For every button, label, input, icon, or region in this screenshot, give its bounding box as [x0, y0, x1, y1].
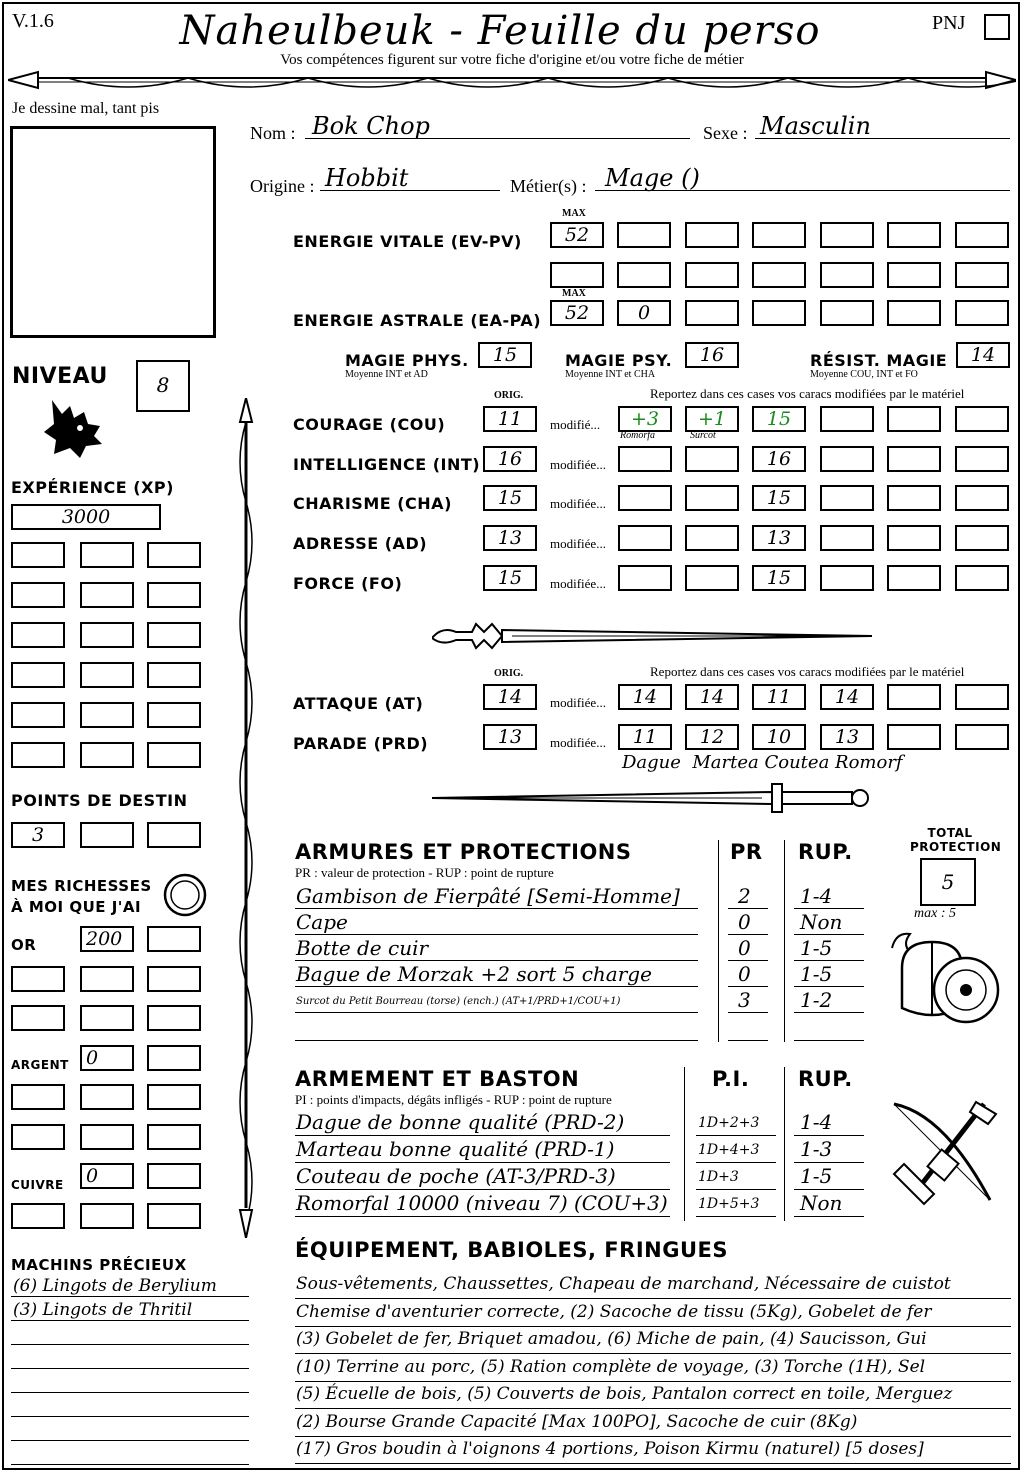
ev-box[interactable] — [887, 262, 941, 288]
experience-cell[interactable] — [80, 622, 134, 648]
equipement-item[interactable]: (10) Terrine au porc, (5) Ration complète de voyage, (3) Torche (1H), Sel — [296, 1356, 926, 1377]
arme-pi-line — [696, 1162, 776, 1163]
armure-pr-line — [728, 934, 768, 935]
ev-box[interactable] — [820, 262, 874, 288]
weapon-names: Dague Martea Coutea Romorf — [622, 752, 903, 773]
magie-psy-note: Moyenne INT et CHA — [565, 369, 656, 380]
armure-pr-line — [728, 1012, 768, 1013]
equipement-item[interactable]: Chemise d'aventurier correcte, (2) Sacoche de tissu (5Kg), Gobelet de fer — [296, 1301, 932, 1322]
prd-mod-box[interactable]: 13 — [820, 724, 874, 750]
armure-name[interactable]: Bague de Morzak +2 sort 5 charge — [296, 962, 652, 986]
resist-magie-label: RÉSIST. MAGIE — [810, 351, 948, 370]
armure-rup-line — [794, 986, 864, 987]
or-label: OR — [11, 936, 37, 954]
prd-mod-box[interactable] — [887, 724, 941, 750]
precieux-line — [11, 1440, 249, 1441]
experience-cell[interactable] — [147, 622, 201, 648]
carac-mod-box[interactable]: 15 — [752, 406, 806, 432]
precieux-item[interactable]: (3) Lingots de Thritil — [13, 1300, 193, 1320]
carac-mod-box[interactable] — [685, 525, 739, 551]
experience-cell[interactable] — [147, 542, 201, 568]
money-cell[interactable]: 0 — [80, 1163, 134, 1189]
arme-pi[interactable]: 1D+3 — [698, 1169, 739, 1185]
ev-box[interactable] — [752, 262, 806, 288]
origine-field[interactable]: Hobbit — [325, 164, 409, 192]
prd-mod-box[interactable]: 10 — [752, 724, 806, 750]
money-cell[interactable]: 200 — [80, 926, 134, 952]
dragon-icon — [40, 392, 106, 462]
carac-mod-box[interactable] — [955, 406, 1009, 432]
sexe-label: Sexe : — [703, 123, 748, 143]
precieux-line — [11, 1464, 249, 1465]
carac-label: FORCE (FO) — [293, 574, 403, 593]
sheet-subtitle: Vos compétences figurent sur votre fiche d'origine et/ou votre fiche de métier — [280, 52, 744, 68]
argent-label: ARGENT — [11, 1058, 69, 1072]
armure-rup-line — [794, 1012, 864, 1013]
at-orig-box[interactable]: 14 — [483, 684, 537, 710]
armure-pr[interactable]: 3 — [738, 988, 751, 1012]
armure-line — [295, 960, 698, 961]
metier-field[interactable]: Mage () — [605, 164, 700, 192]
ev-box[interactable] — [955, 262, 1009, 288]
carac-mod-box[interactable] — [618, 525, 672, 551]
carac-orig-box[interactable]: 11 — [483, 406, 537, 432]
arme-rup[interactable]: 1-3 — [800, 1137, 833, 1161]
ev-box[interactable] — [685, 262, 739, 288]
armure-name[interactable]: Botte de cuir — [296, 936, 429, 960]
carac-mod-box[interactable] — [887, 406, 941, 432]
armure-pr-line — [728, 1040, 768, 1041]
arme-rup-line — [794, 1135, 864, 1136]
money-cell[interactable] — [11, 1124, 65, 1150]
helmet-shield-icon — [886, 928, 1002, 1036]
equipement-line — [295, 1381, 1011, 1382]
at-label: ATTAQUE (AT) — [293, 694, 424, 713]
carac-mod-box[interactable] — [820, 525, 874, 551]
money-cell[interactable] — [11, 1203, 65, 1229]
precieux-item[interactable]: (6) Lingots de Berylium — [13, 1276, 217, 1296]
precieux-line — [11, 1392, 249, 1393]
carac-modifie-label: modifiée... — [550, 457, 606, 472]
arme-rup[interactable]: 1-5 — [800, 1164, 833, 1188]
armure-name[interactable]: Surcot du Petit Bourreau (torse) (ench.) (AT+1/PRD+1/COU+1) — [296, 996, 621, 1007]
destin-cell[interactable] — [147, 822, 201, 848]
armure-rup-line — [794, 934, 864, 935]
carac-modifie-label: modifiée... — [550, 536, 606, 551]
destin-cell[interactable]: 3 — [11, 822, 65, 848]
armement-title: ARMEMENT ET BASTON — [295, 1067, 580, 1091]
prd-mod-box[interactable] — [955, 724, 1009, 750]
armure-rup[interactable]: 1-5 — [800, 936, 833, 960]
origine-label: Origine : — [250, 176, 315, 196]
sheet-title: Naheulbeuk - Feuille du perso — [179, 8, 821, 54]
experience-cell[interactable] — [80, 582, 134, 608]
carac-mod-box[interactable] — [685, 485, 739, 511]
nom-field[interactable]: Bok Chop — [312, 112, 430, 140]
weapons-icon — [884, 1094, 1004, 1214]
precieux-line — [11, 1296, 249, 1297]
armure-line — [295, 1040, 698, 1041]
carac-mod-box[interactable] — [887, 446, 941, 472]
carac-mod-box[interactable]: 15 — [752, 485, 806, 511]
armure-name[interactable]: Cape — [296, 910, 348, 934]
ev-max-label: MAX — [562, 208, 586, 219]
equipement-item[interactable]: (2) Bourse Grande Capacité [Max 100PO], Sacoche de cuir (8Kg) — [296, 1411, 858, 1432]
equipement-line — [295, 1326, 1011, 1327]
arme-name[interactable]: Marteau bonne qualité (PRD-1) — [296, 1137, 615, 1161]
carac-mod-box[interactable]: +1 — [685, 406, 739, 432]
carac-label: ADRESSE (AD) — [293, 534, 428, 553]
prd-modifie-label: modifiée... — [550, 735, 606, 750]
carac-label: INTELLIGENCE (INT) — [293, 455, 481, 474]
arme-name[interactable]: Dague de bonne qualité (PRD-2) — [296, 1110, 625, 1134]
precieux-line — [11, 1416, 249, 1417]
armement-note: PI : points d'impacts, dégâts infligés - RUP : point de rupture — [295, 1092, 612, 1107]
armure-pr-line — [728, 986, 768, 987]
carac-mod-box[interactable] — [887, 485, 941, 511]
armure-rup[interactable]: Non — [800, 910, 843, 934]
magie-psy-box[interactable]: 16 — [685, 342, 739, 368]
experience-cell[interactable] — [147, 702, 201, 728]
experience-cell[interactable] — [80, 742, 134, 768]
money-cell[interactable] — [11, 1005, 65, 1031]
arme-name[interactable]: Romorfal 10000 (niveau 7) (COU+3) — [296, 1191, 668, 1215]
niveau-value: 8 — [156, 373, 170, 397]
at-mod-box[interactable]: 11 — [752, 684, 806, 710]
precieux-line — [11, 1344, 249, 1345]
equipement-title: ÉQUIPEMENT, BABIOLES, FRINGUES — [295, 1238, 728, 1262]
experience-label: EXPÉRIENCE (XP) — [11, 478, 174, 497]
armure-rup-line — [794, 908, 864, 909]
at-mod-box[interactable]: 14 — [618, 684, 672, 710]
carac-mod-box[interactable]: 15 — [752, 565, 806, 591]
resist-magie-box[interactable]: 14 — [956, 342, 1010, 368]
arme-pi-line — [696, 1189, 776, 1190]
experience-cell[interactable] — [147, 662, 201, 688]
money-cell[interactable] — [80, 1203, 134, 1229]
carac-orig-box[interactable]: 15 — [483, 485, 537, 511]
experience-box[interactable]: 3000 — [11, 504, 161, 530]
destin-cell[interactable] — [80, 822, 134, 848]
at-mod-box[interactable] — [955, 684, 1009, 710]
at-modifie-label: modifiée... — [550, 695, 606, 710]
richesses-label-2: À MOI QUE J'AI — [11, 898, 142, 916]
carac-label: COURAGE (COU) — [293, 415, 446, 434]
experience-cell[interactable] — [80, 542, 134, 568]
experience-cell[interactable] — [11, 542, 65, 568]
total-protection-label: TOTAL PROTECTION — [910, 826, 1002, 854]
arme-line — [295, 1162, 670, 1163]
equipement-item[interactable]: Sous-vêtements, Chaussettes, Chapeau de marchand, Nécessaire de cuistot — [296, 1274, 951, 1294]
experience-cell[interactable] — [80, 702, 134, 728]
carac-mod-box[interactable] — [820, 565, 874, 591]
ev-box[interactable] — [550, 262, 604, 288]
pnj-checkbox[interactable] — [984, 14, 1010, 40]
carac-mod-box[interactable] — [618, 565, 672, 591]
combat-reportez-note: Reportez dans ces cases vos caracs modifiées par le matériel — [650, 664, 965, 679]
money-cell[interactable] — [11, 1084, 65, 1110]
precieux-line — [11, 1368, 249, 1369]
carac-mod-box[interactable] — [820, 406, 874, 432]
armement-divider-1 — [684, 1067, 685, 1221]
arme-rup[interactable]: Non — [800, 1191, 843, 1215]
armure-rup-line — [794, 1040, 864, 1041]
carac-mod-box[interactable]: 16 — [752, 446, 806, 472]
carac-mod-box[interactable] — [955, 485, 1009, 511]
carac-mod-box[interactable] — [685, 565, 739, 591]
equipement-line — [295, 1436, 1011, 1437]
money-cell[interactable] — [147, 1124, 201, 1150]
armement-pi-label: P.I. — [712, 1067, 750, 1091]
armure-pr[interactable]: 0 — [738, 962, 751, 986]
money-cell[interactable] — [80, 1124, 134, 1150]
armure-line — [295, 1012, 698, 1013]
arme-pi[interactable]: 1D+4+3 — [698, 1142, 760, 1158]
cou-note-surcot: Surcot — [690, 430, 716, 441]
metier-label: Métier(s) : — [510, 176, 587, 196]
carac-mod-box[interactable] — [955, 446, 1009, 472]
armure-name[interactable]: Gambison de Fierpâté [Semi-Homme] — [296, 884, 680, 908]
ev-box[interactable] — [887, 222, 941, 248]
spear-divider-icon — [8, 64, 1016, 94]
prd-label: PARADE (PRD) — [293, 734, 429, 753]
equipement-item[interactable]: (5) Écuelle de bois, (5) Couverts de bois, Pantalon correct en toile, Merguez — [296, 1384, 953, 1404]
arme-rup-line — [794, 1162, 864, 1163]
armure-pr[interactable]: 0 — [738, 910, 751, 934]
money-cell[interactable] — [147, 1163, 201, 1189]
equipement-line — [295, 1298, 1011, 1299]
sexe-field[interactable]: Masculin — [760, 112, 871, 140]
experience-cell[interactable] — [147, 742, 201, 768]
coin-icon — [162, 872, 208, 918]
armures-rup-label: RUP. — [798, 840, 853, 864]
ea-box[interactable] — [955, 300, 1009, 326]
experience-cell[interactable] — [11, 622, 65, 648]
magie-phys-label: MAGIE PHYS. — [345, 351, 469, 370]
arme-pi[interactable]: 1D+5+3 — [698, 1196, 760, 1212]
combat-orig-label: ORIG. — [494, 668, 524, 679]
sword-icon-2 — [432, 778, 872, 818]
carac-modifie-label: modifié... — [550, 417, 601, 432]
ea-label: ENERGIE ASTRALE (EA-PA) — [293, 311, 542, 330]
precieux-label: MACHINS PRÉCIEUX — [11, 1256, 187, 1274]
at-mod-box[interactable] — [887, 684, 941, 710]
ev-box[interactable] — [752, 222, 806, 248]
arme-pi[interactable]: 1D+2+3 — [698, 1115, 760, 1131]
equipement-line — [295, 1463, 1011, 1464]
cuivre-label: CUIVRE — [11, 1178, 64, 1192]
niveau-label: NIVEAU — [12, 364, 108, 389]
armure-line — [295, 934, 698, 935]
ea-box[interactable] — [887, 300, 941, 326]
armures-title: ARMURES ET PROTECTIONS — [295, 840, 632, 864]
carac-mod-box[interactable] — [955, 525, 1009, 551]
caracs-reportez-note: Reportez dans ces cases vos caracs modifiées par le matériel — [650, 386, 965, 401]
destin-label: POINTS DE DESTIN — [11, 791, 188, 810]
prd-mod-box[interactable]: 11 — [618, 724, 672, 750]
armure-pr[interactable]: 2 — [738, 884, 751, 908]
version-label: V.1.6 — [12, 10, 54, 32]
carac-mod-box[interactable]: +3 — [618, 406, 672, 432]
money-cell[interactable] — [147, 966, 201, 992]
carac-mod-box[interactable] — [685, 446, 739, 472]
carac-mod-box[interactable]: 13 — [752, 525, 806, 551]
magie-phys-box[interactable]: 15 — [478, 342, 532, 368]
precieux-line — [11, 1320, 249, 1321]
money-cell[interactable] — [147, 1084, 201, 1110]
carac-mod-box[interactable] — [618, 446, 672, 472]
arme-rup-line — [794, 1216, 864, 1217]
armures-pr-label: PR — [730, 840, 763, 864]
vertical-spear-icon — [228, 398, 264, 1238]
caracs-orig-label: ORIG. — [494, 390, 524, 401]
money-cell[interactable] — [11, 966, 65, 992]
ev-box[interactable] — [685, 222, 739, 248]
cou-note-romorfa: Romorfa — [620, 430, 655, 441]
portrait-box[interactable] — [10, 126, 216, 338]
money-cell[interactable] — [147, 1203, 201, 1229]
ev-box[interactable] — [617, 262, 671, 288]
ea-box[interactable] — [685, 300, 739, 326]
money-cell[interactable] — [80, 966, 134, 992]
ev-box[interactable]: 52 — [550, 222, 604, 248]
arme-line — [295, 1189, 670, 1190]
carac-mod-box[interactable] — [820, 446, 874, 472]
ev-label: ENERGIE VITALE (EV-PV) — [293, 232, 522, 251]
experience-cell[interactable] — [11, 582, 65, 608]
carac-label: CHARISME (CHA) — [293, 494, 452, 513]
richesses-label-1: MES RICHESSES — [11, 877, 152, 895]
ea-box[interactable]: 0 — [617, 300, 671, 326]
ev-box[interactable] — [955, 222, 1009, 248]
carac-mod-box[interactable] — [887, 525, 941, 551]
ea-box[interactable] — [820, 300, 874, 326]
carac-mod-box[interactable] — [820, 485, 874, 511]
armure-rup[interactable]: 1-5 — [800, 962, 833, 986]
experience-cell[interactable] — [11, 742, 65, 768]
ea-box[interactable]: 52 — [550, 300, 604, 326]
pnj-label: PNJ — [932, 12, 966, 34]
money-cell[interactable] — [80, 1084, 134, 1110]
armure-pr[interactable]: 0 — [738, 936, 751, 960]
ea-box[interactable] — [752, 300, 806, 326]
armure-rup[interactable]: 1-4 — [800, 884, 833, 908]
experience-cell[interactable] — [147, 582, 201, 608]
experience-cell[interactable] — [11, 662, 65, 688]
armement-rup-label: RUP. — [798, 1067, 853, 1091]
carac-orig-box[interactable]: 16 — [483, 446, 537, 472]
carac-modifie-label: modifiée... — [550, 576, 606, 591]
equipement-line — [295, 1408, 1011, 1409]
money-cell[interactable]: 0 — [80, 1045, 134, 1071]
prd-mod-box[interactable]: 12 — [685, 724, 739, 750]
experience-cell[interactable] — [80, 662, 134, 688]
at-mod-box[interactable]: 14 — [820, 684, 874, 710]
armure-line — [295, 986, 698, 987]
armure-pr-line — [728, 908, 768, 909]
total-protection-box[interactable]: 5 — [920, 858, 976, 906]
money-cell[interactable] — [147, 1045, 201, 1071]
experience-cell[interactable] — [11, 702, 65, 728]
ev-box[interactable] — [820, 222, 874, 248]
arme-line — [295, 1135, 670, 1136]
ev-box[interactable] — [617, 222, 671, 248]
ea-max-label: MAX — [562, 288, 586, 299]
equipement-item[interactable]: (17) Gros boudin à l'oignons 4 portions, Poison Kirmu (naturel) [5 doses] — [296, 1439, 924, 1459]
armure-rup[interactable]: 1-2 — [800, 988, 833, 1012]
carac-mod-box[interactable] — [618, 485, 672, 511]
portrait-caption: Je dessine mal, tant pis — [12, 100, 160, 117]
resist-magie-note: Moyenne COU, INT et FO — [810, 369, 918, 380]
equipement-line — [295, 1353, 1011, 1354]
carac-orig-box[interactable]: 13 — [483, 525, 537, 551]
magie-psy-label: MAGIE PSY. — [565, 351, 673, 370]
carac-mod-box[interactable] — [955, 565, 1009, 591]
money-cell[interactable] — [147, 1005, 201, 1031]
armures-divider-2 — [784, 840, 785, 1042]
armure-rup-line — [794, 960, 864, 961]
arme-rup-line — [794, 1189, 864, 1190]
carac-mod-box[interactable] — [887, 565, 941, 591]
arme-pi-line — [696, 1216, 776, 1217]
money-cell[interactable] — [80, 1005, 134, 1031]
arme-name[interactable]: Couteau de poche (AT-3/PRD-3) — [296, 1164, 616, 1188]
arme-rup[interactable]: 1-4 — [800, 1110, 833, 1134]
nom-label: Nom : — [250, 123, 296, 143]
armement-divider-2 — [784, 1067, 785, 1221]
carac-modifie-label: modifiée... — [550, 496, 606, 511]
total-protection-max: max : 5 — [914, 906, 956, 921]
armures-divider-1 — [718, 840, 719, 1042]
magie-phys-note: Moyenne INT et AD — [345, 369, 428, 380]
prd-orig-box[interactable]: 13 — [483, 724, 537, 750]
niveau-box[interactable] — [136, 360, 190, 412]
armures-note: PR : valeur de protection - RUP : point de rupture — [295, 865, 554, 880]
arme-line — [295, 1216, 670, 1217]
carac-orig-box[interactable]: 15 — [483, 565, 537, 591]
equipement-item[interactable]: (3) Gobelet de fer, Briquet amadou, (6) Miche de pain, (4) Saucisson, Gui — [296, 1329, 927, 1349]
armure-line — [295, 908, 698, 909]
armure-pr-line — [728, 960, 768, 961]
sword-icon — [432, 614, 882, 658]
money-cell[interactable] — [147, 926, 201, 952]
at-mod-box[interactable]: 14 — [685, 684, 739, 710]
arme-pi-line — [696, 1135, 776, 1136]
